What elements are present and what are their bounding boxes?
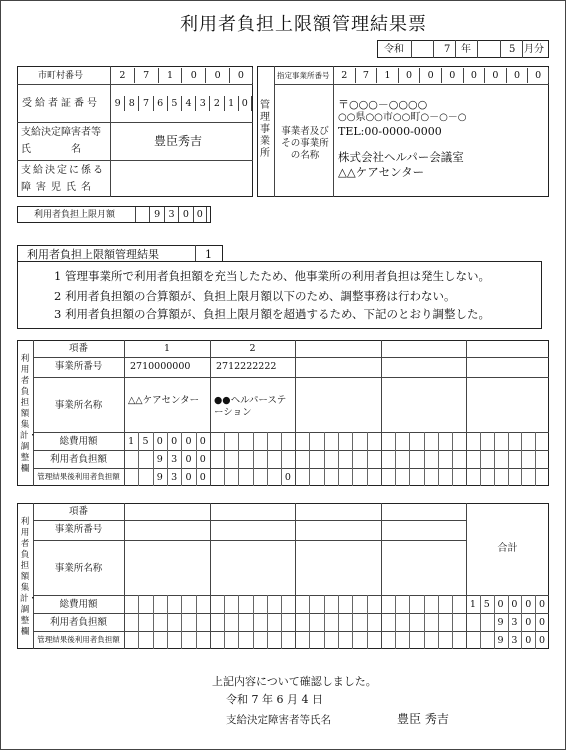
digit-cell xyxy=(135,207,149,222)
digit-cell: 8 xyxy=(124,96,138,111)
digit-cell: 3 xyxy=(195,96,209,111)
confirm-date: 令和 7 年 6 月 4 日 xyxy=(226,693,323,706)
column-number: 2 xyxy=(249,343,256,354)
guardian-label-1: 支給決定障害者等 xyxy=(21,127,101,138)
digit-cell: 0 xyxy=(178,207,192,222)
office-tel: TEL:00-0000-0000 xyxy=(338,125,442,138)
digit-cell: 0 xyxy=(229,68,253,83)
digit-cell: 0 xyxy=(238,96,252,111)
digit-cell: 3 xyxy=(511,635,518,646)
digit-cell: 7 xyxy=(138,96,152,111)
row-label: 事業所名称 xyxy=(54,563,103,574)
name-label: 事業者及びその事業所の名称 xyxy=(281,126,329,161)
digit-cell: 1 xyxy=(469,599,476,610)
digit-cell: 0 xyxy=(463,68,485,83)
digit-cell: 0 xyxy=(441,68,463,83)
date-month: 5 xyxy=(509,44,516,55)
office-postal: 〒○○○－○○○○ xyxy=(338,98,428,111)
signer-label: 支給決定障害者等氏名 xyxy=(226,714,331,726)
digit-cell: 0 xyxy=(284,472,291,483)
guardian-label-2: 氏 名 xyxy=(21,144,81,155)
digit-cell: 0 xyxy=(527,68,549,83)
result-option-3: 3 利用者負担額の合算額が、負担上限月額を超過するため、下記のとおり調整した。 xyxy=(54,307,491,321)
office-name: △△ケアセンター xyxy=(128,395,200,406)
digit-cell: 1 xyxy=(158,68,182,83)
row-label: 管理結果後利用者負担額 xyxy=(37,472,120,481)
recipient-digits xyxy=(110,96,252,111)
digit-cell: 5 xyxy=(483,599,490,610)
digit-cell: 3 xyxy=(511,617,518,628)
digit-cell: 0 xyxy=(171,436,178,447)
municipality-label: 市町村番号 xyxy=(38,71,84,81)
row-label: 項番 xyxy=(68,506,88,517)
row-label: 項番 xyxy=(68,343,88,354)
digit-cell: 0 xyxy=(185,454,192,465)
digit-cell: 5 xyxy=(142,436,149,447)
recipient-label: 受給者証番号 xyxy=(22,98,100,109)
signer-name: 豊臣 秀吉 xyxy=(397,712,449,726)
digit-cell: 1 xyxy=(128,436,135,447)
digit-cell: 0 xyxy=(511,599,518,610)
office-no-digits xyxy=(333,68,549,83)
office-number: 2710000000 xyxy=(130,361,191,372)
digit-cell: 0 xyxy=(525,617,532,628)
date-era: 令和 xyxy=(384,44,404,55)
result-value: 1 xyxy=(205,248,212,261)
child-label-1: 支給決定に係る xyxy=(21,165,105,176)
row-label: 総費用額 xyxy=(59,599,98,610)
digit-cell: 0 xyxy=(506,68,528,83)
management-side-label: 管理事業所 xyxy=(260,100,270,159)
result-option-2: 2 利用者負担額の合算額が、負担上限月額以下のため、調整事務は行わない。 xyxy=(54,289,456,303)
digit-cell: 9 xyxy=(156,454,163,465)
digit-cell: 4 xyxy=(181,96,195,111)
date-year-label: 年 xyxy=(461,44,471,55)
guardian-name: 豊臣秀吉 xyxy=(154,134,203,148)
digit-cell: 0 xyxy=(525,635,532,646)
limit-digits xyxy=(135,207,207,222)
row-label: 管理結果後利用者負担額 xyxy=(37,635,120,644)
digit-cell: 0 xyxy=(193,207,207,222)
digit-cell: 0 xyxy=(199,454,206,465)
digit-cell: 9 xyxy=(156,472,163,483)
digit-cell: 9 xyxy=(497,617,504,628)
digit-cell: 3 xyxy=(164,207,178,222)
digit-cell: 9 xyxy=(149,207,163,222)
digit-cell: 9 xyxy=(497,635,504,646)
digit-cell: 0 xyxy=(205,68,229,83)
digit-cell: 0 xyxy=(156,436,163,447)
digit-cell: 0 xyxy=(185,472,192,483)
office-company: 株式会社ヘルパー会議室 xyxy=(338,150,464,164)
digit-cell: 0 xyxy=(199,436,206,447)
total-label: 合計 xyxy=(497,543,518,554)
date-year: 7 xyxy=(444,44,451,55)
date-month-label: 月分 xyxy=(524,44,544,55)
result-label: 利用者負担上限額管理結果 xyxy=(27,248,159,261)
confirm-text: 上記内容について確認しました。 xyxy=(212,675,377,688)
digit-cell: 1 xyxy=(224,96,238,111)
digit-cell: 3 xyxy=(171,454,178,465)
digit-cell: 6 xyxy=(153,96,167,111)
child-label-2: 障害児氏名 xyxy=(21,182,96,193)
digit-cell: 2 xyxy=(110,68,134,83)
digit-cell: 0 xyxy=(181,68,205,83)
digit-cell: 2 xyxy=(209,96,223,111)
digit-cell: 0 xyxy=(185,436,192,447)
digit-cell: 0 xyxy=(539,617,546,628)
row-label: 利用者負担額 xyxy=(49,617,107,628)
digit-cell: 0 xyxy=(419,68,441,83)
office-number: 2712222222 xyxy=(216,361,277,372)
digit-cell: 1 xyxy=(376,68,398,83)
digit-cell: 0 xyxy=(539,635,546,646)
page-title: 利用者負担上限額管理結果票 xyxy=(180,14,427,35)
digit-cell: 7 xyxy=(355,68,377,83)
office-name: △△ケアセンター xyxy=(338,165,425,179)
municipality-digits xyxy=(110,68,253,83)
digit-cell: 5 xyxy=(167,96,181,111)
office-name: ●●ヘルパーステーション xyxy=(214,395,287,418)
digit-cell: 0 xyxy=(525,599,532,610)
digit-cell: 2 xyxy=(333,68,355,83)
result-option-1: 1 管理事業所で利用者負担額を充当したため、他事業所の利用者負担は発生しない。 xyxy=(54,269,491,283)
side-label: 利用者負担額集計・調整欄 xyxy=(20,517,38,637)
digit-cell: 0 xyxy=(199,472,206,483)
row-label: 総費用額 xyxy=(59,436,98,447)
digit-cell: 0 xyxy=(497,599,504,610)
row-label: 事業所番号 xyxy=(54,524,103,535)
row-label: 事業所番号 xyxy=(54,361,103,372)
digit-cell: 3 xyxy=(171,472,178,483)
digit-cell: 0 xyxy=(484,68,506,83)
row-label: 事業所名称 xyxy=(54,400,103,411)
digit-cell: 9 xyxy=(110,96,124,111)
column-number: 1 xyxy=(163,343,171,354)
office-no-label: 指定事業所番号 xyxy=(277,71,330,80)
row-label: 利用者負担額 xyxy=(49,454,107,465)
digit-cell: 0 xyxy=(398,68,420,83)
office-address: ○○県○○市○○町○－○－○ xyxy=(338,112,467,123)
digit-cell: 7 xyxy=(134,68,158,83)
limit-label: 利用者負担上限月額 xyxy=(34,210,116,220)
digit-cell: 0 xyxy=(539,599,546,610)
side-label: 利用者負担額集計・調整欄 xyxy=(20,354,38,474)
